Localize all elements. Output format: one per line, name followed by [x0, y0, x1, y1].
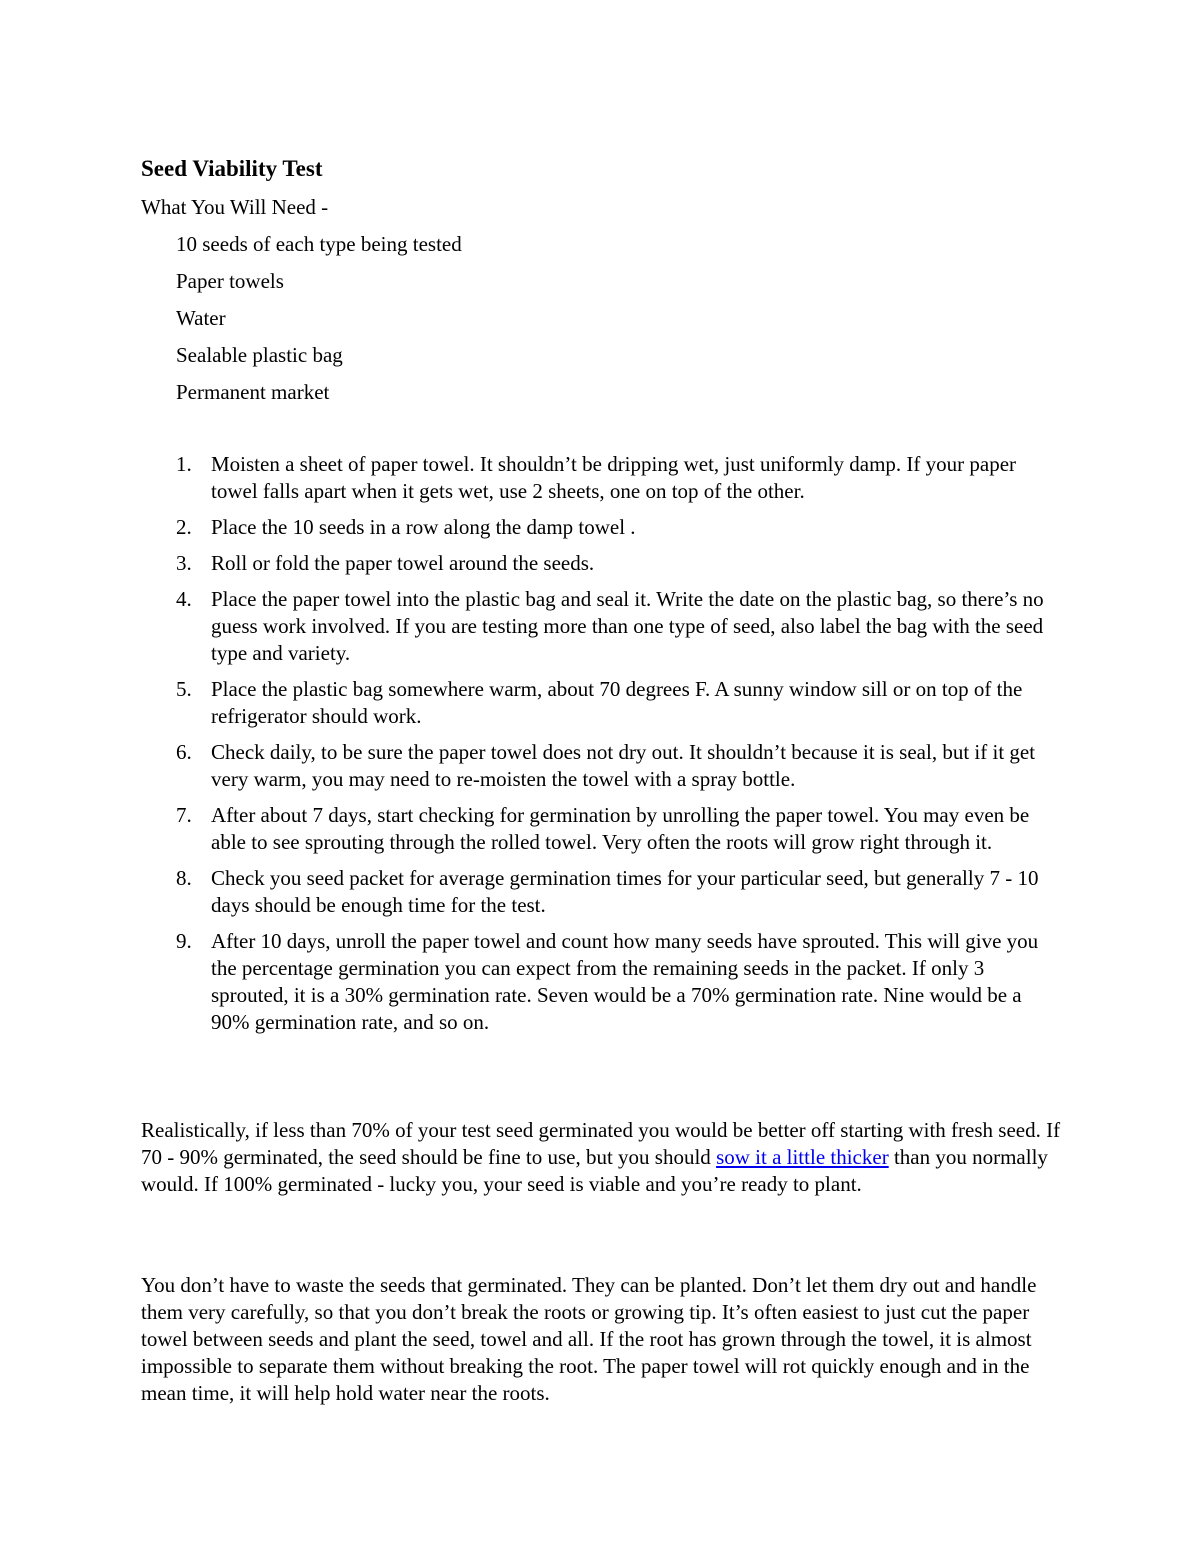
conclusion-paragraph — [141, 1117, 1061, 1198]
step-number: 8. — [176, 866, 192, 890]
step-item — [141, 739, 1061, 793]
step-text: Place the plastic bag somewhere warm, about 70 degrees F. A sunny window sill or on top of the refrigerator should work. — [211, 677, 1023, 728]
step-text: Check daily, to be sure the paper towel does not dry out. It shouldn’t because it is seal, but if it get very warm, you may need to re-moisten the towel with a spray bottle. — [211, 740, 1036, 791]
step-text: After about 7 days, start checking for germination by unrolling the paper towel. You may even be able to see sprouting through the rolled towel. Very often the roots will grow right through it. — [211, 803, 1030, 854]
step-number: 9. — [176, 929, 192, 953]
supplies-heading: What You Will Need - — [141, 195, 329, 219]
step-item — [141, 451, 1061, 505]
supply-item: Sealable plastic bag — [176, 343, 343, 367]
supply-item: Paper towels — [176, 269, 284, 293]
step-number: 1. — [176, 452, 192, 476]
step-text: Place the 10 seeds in a row along the damp towel . — [211, 515, 636, 539]
step-number: 4. — [176, 587, 192, 611]
step-item — [141, 514, 1061, 541]
supply-item: Water — [176, 306, 226, 330]
supplies-list — [176, 230, 462, 415]
step-text: Roll or fold the paper towel around the seeds. — [211, 551, 595, 575]
page-title: Seed Viability Test — [141, 156, 323, 181]
planting-paragraph: You don’t have to waste the seeds that germinated. They can be planted. Don’t let them dry out and handle them very carefully, so that you don’t break the roots or growing tip. It’s often easiest to just cut the paper towel between seeds and plant the seed, towel and all. If the root has grown through the towel, it is almost impossible to separate them without breaking the root. The paper towel will rot quickly enough and in the mean time, it will help hold water near the roots. — [141, 1273, 1037, 1405]
step-number: 2. — [176, 515, 192, 539]
step-text: Place the paper towel into the plastic bag and seal it. Write the date on the plastic bag, so there’s no guess work involved. If you are testing more than one type of seed, also label the bag with the seed type and variety. — [211, 587, 1044, 665]
step-number: 7. — [176, 803, 192, 827]
supply-item: 10 seeds of each type being tested — [176, 232, 462, 256]
step-text: Moisten a sheet of paper towel. It shouldn’t be dripping wet, just uniformly damp. If your paper towel falls apart when it gets wet, use 2 sheets, one on top of the other. — [211, 452, 1017, 503]
step-item — [141, 865, 1061, 919]
steps-list — [141, 451, 1061, 1045]
supply-item: Permanent market — [176, 380, 330, 404]
step-number: 6. — [176, 740, 192, 764]
step-number: 3. — [176, 551, 192, 575]
step-item — [141, 928, 1061, 1036]
conclusion-text-after: than you normally would. If 100% germinated - lucky you, your seed is viable and you’re ready to plant. — [141, 1145, 1048, 1196]
step-text: After 10 days, unroll the paper towel and count how many seeds have sprouted. This will give you the percentage germination you can expect from the remaining seeds in the packet. If only 3 sprouted, it is a 30% germination rate. Seven would be a 70% germination rate. Nine would be a 90% germination rate, and so on. — [211, 929, 1039, 1034]
step-item — [141, 586, 1061, 667]
step-item — [141, 550, 1061, 577]
step-item — [141, 676, 1061, 730]
conclusion-text-before: Realistically, if less than 70% of your test seed germinated you would be better off starting with fresh seed. If 70 - 90% germinated, the seed should be fine to use, but you should — [141, 1118, 1061, 1169]
sow-thicker-link[interactable]: sow it a little thicker — [716, 1145, 889, 1169]
step-number: 5. — [176, 677, 192, 701]
step-item — [141, 802, 1061, 856]
step-text: Check you seed packet for average germination times for your particular seed, but generally 7 - 10 days should be enough time for the test. — [211, 866, 1039, 917]
